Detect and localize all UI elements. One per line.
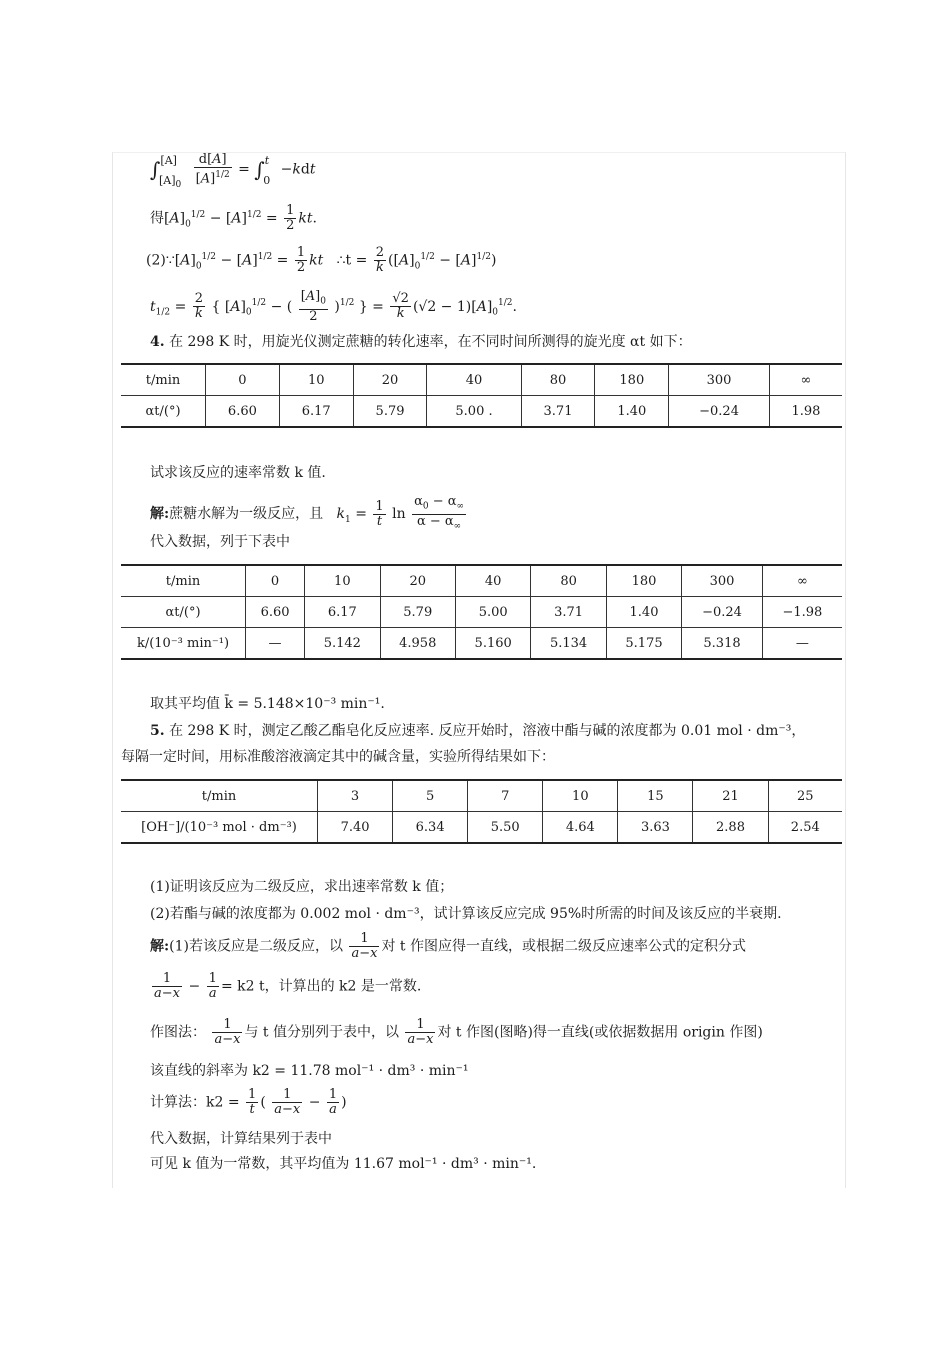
table-cell: 6.60 xyxy=(246,597,305,628)
table-cell: 10 xyxy=(305,565,380,597)
derivation-part2: $(2)\because[A]_0^{1/2} - [A]^{1/2}$ = $\frac{1}{2}$ kt ∴t = $\frac{2}{k}$ $([A]_0^{1/2} - [A]^{1/2})$ xyxy=(146,245,497,275)
table-cell: 80 xyxy=(531,565,606,597)
problem4-table1 xyxy=(121,363,842,428)
table-cell: 5.160 xyxy=(455,628,530,660)
problem5-graph-method: 作图法： $\frac{1}{a-x}$ 与 t 值分别列于表中，以 $\frac{1}{a-x}$ 对 t 作图(图略)得一直线(或依据数据用 origin 作图) xyxy=(150,1017,763,1047)
problem5-table xyxy=(121,779,842,844)
table-cell: 6.17 xyxy=(305,597,380,628)
table-cell: 5.00 xyxy=(455,597,530,628)
table5-header-t: t/min xyxy=(201,788,237,804)
table-cell: 21 xyxy=(693,780,768,812)
table-cell: 0 xyxy=(246,565,305,597)
table-cell: 10 xyxy=(543,780,618,812)
table-cell: 2.88 xyxy=(693,812,768,844)
table2-header-t: t/min xyxy=(165,573,201,589)
table-cell: 180 xyxy=(595,364,669,396)
table2-header-k: k/(10⁻³ min⁻¹) xyxy=(121,628,246,660)
table-cell: 5.50 xyxy=(468,812,543,844)
problem4-statement: 4. 在 298 K 时，用旋光仪测定蔗糖的转化速率，在不同时间所测得的旋光度 αt 如下： xyxy=(150,334,692,350)
table-cell: 5 xyxy=(393,780,468,812)
table-cell: −1.98 xyxy=(762,597,842,628)
table-cell: — xyxy=(762,628,842,660)
table-cell: 20 xyxy=(380,565,455,597)
table-cell: 3.63 xyxy=(618,812,693,844)
integral-equation: $\int[A]_{[A]_0}$ $\frac{d[A]}{[A]^{1/2}}$ = ∫$^t_0$ −kdt xyxy=(150,152,316,190)
problem5-q1: (1)证明该反应为二级反应，求出速率常数 k 值； xyxy=(150,879,454,895)
problem4-solution: 解:蔗糖水解为一级反应，且 $k_1$ = $\frac{1}{t}$ ln $\frac{\alpha_0 - \alpha_\infty}{\alpha - \alpha_\infty}$ xyxy=(150,494,465,532)
table-cell: −0.24 xyxy=(669,396,770,428)
table-cell: 20 xyxy=(353,364,427,396)
table-cell: 4.64 xyxy=(543,812,618,844)
table-cell: 180 xyxy=(606,565,681,597)
table-cell: 5.142 xyxy=(305,628,380,660)
table-cell: 3.71 xyxy=(521,396,595,428)
table-cell: 80 xyxy=(521,364,595,396)
table-cell: 5.318 xyxy=(682,628,763,660)
problem5-solution-2: $\frac{1}{a-x}$ − $\frac{1}{a}$ = k2 t，计算出的 k2 是一常数. xyxy=(154,971,422,1001)
table-cell: 6.34 xyxy=(393,812,468,844)
table-cell: 40 xyxy=(427,364,521,396)
half-life-equation: $t_{1/2}$ = $\frac{2}{k}$ { $[A]_0^{1/2}$ − ( $\frac{[A]_0}{2}$ )$^{1/2}$ } = $\frac{√2}{k}$ $(√2 - 1)[A]_0^{1/2}$. xyxy=(150,289,517,324)
problem5-solution-1: 解:(1)若该反应是二级反应，以 $\frac{1}{a-x}$ 对 t 作图应得一直线，或根据二级反应速率公式的定积分式 xyxy=(150,931,747,961)
table-cell: 3.71 xyxy=(531,597,606,628)
table-cell: 7 xyxy=(468,780,543,812)
table-cell: 0 xyxy=(206,364,280,396)
table-cell: 5.134 xyxy=(531,628,606,660)
table-cell: 300 xyxy=(682,565,763,597)
table-cell: 15 xyxy=(618,780,693,812)
table5-header-oh: [OH⁻]/(10⁻³ mol · dm⁻³) xyxy=(121,812,318,844)
table-cell: 300 xyxy=(669,364,770,396)
table-cell: 4.958 xyxy=(380,628,455,660)
table-cell: 3 xyxy=(318,780,393,812)
table-cell: 1.98 xyxy=(769,396,842,428)
table-cell: −0.24 xyxy=(682,597,763,628)
table-cell: 2.54 xyxy=(768,812,842,844)
table-cell: 1.40 xyxy=(595,396,669,428)
table-cell: — xyxy=(246,628,305,660)
problem5-conclusion: 可见 k 值为一常数，其平均值为 11.67 mol⁻¹ · dm³ · min⁻¹. xyxy=(150,1156,537,1172)
derivation-result: 得$[A]_0^{1/2} - [A]^{1/2}$ = $\frac{1}{2}$ kt. xyxy=(150,203,317,233)
table-cell: 7.40 xyxy=(318,812,393,844)
table-cell: ∞ xyxy=(769,364,842,396)
problem5-statement-2: 每隔一定时间，用标准酸溶液滴定其中的碱含量，实验所得结果如下： xyxy=(121,749,555,765)
problem4-table2 xyxy=(121,564,842,660)
table-cell: 40 xyxy=(455,565,530,597)
problem4-question: 试求该反应的速率常数 k 值. xyxy=(150,465,326,481)
table-cell: 5.175 xyxy=(606,628,681,660)
table-cell: 5.79 xyxy=(353,396,427,428)
table-cell: 25 xyxy=(768,780,842,812)
table1-header-alpha: αt/(°) xyxy=(121,396,206,428)
problem5-statement-1: 5. 在 298 K 时，测定乙酸乙酯皂化反应速率. 反应开始时，溶液中酯与碱的浓度都为 0.01 mol · dm⁻³， xyxy=(150,723,806,739)
problem5-q2: (2)若酯与碱的浓度都为 0.002 mol · dm⁻³，试计算该反应完成 95%时所需的时间及该反应的半衰期. xyxy=(150,906,782,922)
problem4-average: 取其平均值 k̄ = 5.148×10⁻³ min⁻¹. xyxy=(150,696,385,712)
table1-header-t: t/min xyxy=(145,372,181,388)
table-cell: 10 xyxy=(279,364,353,396)
table-cell: 6.60 xyxy=(206,396,280,428)
table-cell: 6.17 xyxy=(279,396,353,428)
problem5-substitute: 代入数据，计算结果列于表中 xyxy=(150,1131,332,1147)
table2-header-alpha: αt/(°) xyxy=(121,597,246,628)
table-cell: 1.40 xyxy=(606,597,681,628)
problem5-slope: 该直线的斜率为 k2 = 11.78 mol⁻¹ · dm³ · min⁻¹ xyxy=(150,1063,469,1079)
table-cell: 5.79 xyxy=(380,597,455,628)
table-cell: 5.00 . xyxy=(427,396,521,428)
problem5-calc-method: 计算法：k2 = $\frac{1}{t}$ ( $\frac{1}{a-x}$ − $\frac{1}{a}$ ) xyxy=(150,1087,347,1117)
problem4-substitute: 代入数据，列于下表中 xyxy=(150,534,290,550)
table-cell: ∞ xyxy=(762,565,842,597)
